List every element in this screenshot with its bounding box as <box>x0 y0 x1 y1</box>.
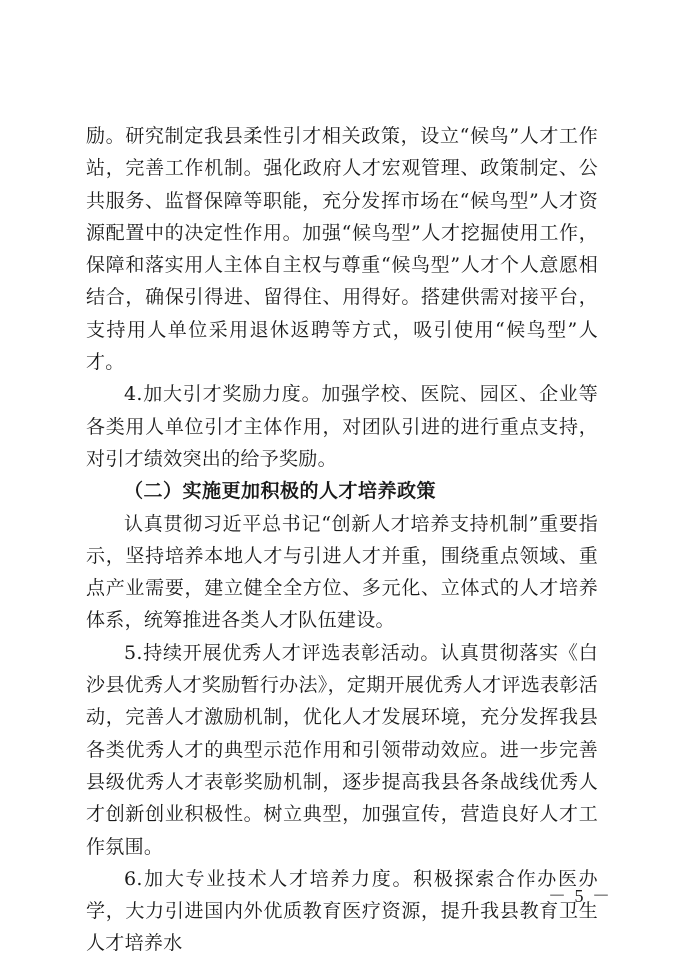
document-body <box>86 120 598 960</box>
paragraph-item-5: 5.持续开展优秀人才评选表彰活动。认真贯彻落实《白沙县优秀人才奖励暂行办法》，定期开展优秀人才评选表彰活动，完善人才激励机制，优化人才发展环境，充分发挥我县各类优秀人才的典型示范作用和引领带动效应。进一步完善县级优秀人才表彰奖励机制，逐步提高我县各条战线优秀人才创新创业积极性。树立典型，加强宣传，营造良好人才工作氛围。 <box>86 641 598 858</box>
section-heading: （二）实施更加积极的人才培养政策 <box>124 480 437 503</box>
paragraph-item-6: 6.加大专业技术人才培养力度。积极探索合作办医办学，大力引进国内外优质教育医疗资源，提升我县教育卫生人才培养水 <box>86 867 598 955</box>
paragraph-section-intro: 认真贯彻习近平总书记“创新人才培养支持机制”重要指示，坚持培养本地人才与引进人才并重，围绕重点领域、重点产业需要，建立健全全方位、多元化、立体式的人才培养体系，统筹推进各类人才队伍建设。 <box>86 512 598 632</box>
page-number: － 5 － <box>548 886 612 906</box>
paragraph-continuation: 励。研究制定我县柔性引才相关政策，设立“候鸟”人才工作站，完善工作机制。强化政府人才宏观管理、政策制定、公共服务、监督保障等职能，充分发挥市场在“候鸟型”人才资源配置中的决定性作用。加强“候鸟型”人才挖掘使用工作，保障和落实用人主体自主权与尊重“候鸟型”人才个人意愿相结合，确保引得进、留得住、用得好。搭建供需对接平台，支持用人单位采用退休返聘等方式，吸引使用“候鸟型”人才。 <box>86 125 598 374</box>
paragraph-item-4: 4.加大引才奖励力度。加强学校、医院、园区、企业等各类用人单位引才主体作用，对团队引进的进行重点支持，对引才绩效突出的给予奖励。 <box>86 383 598 470</box>
